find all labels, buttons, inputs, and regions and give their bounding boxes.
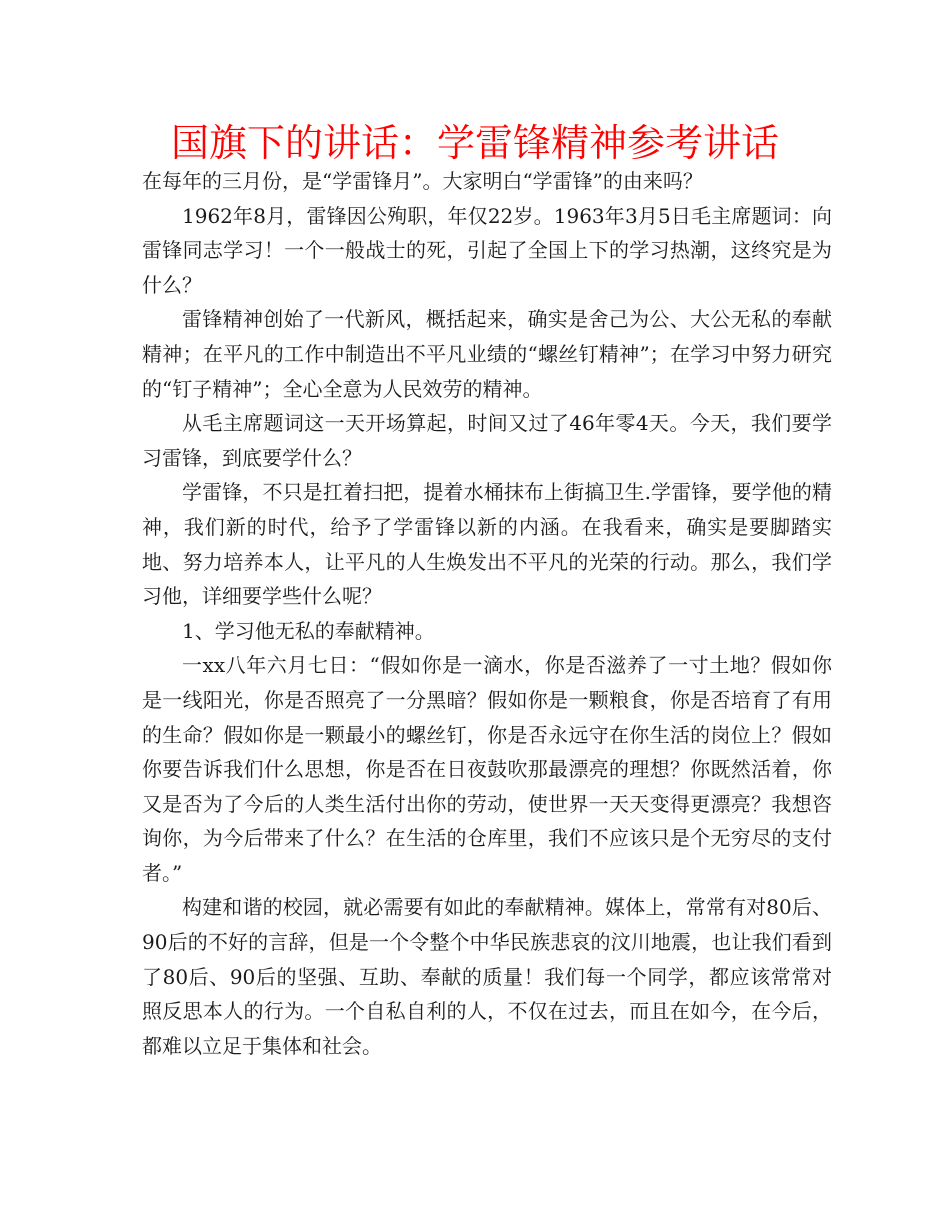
paragraph-quote: 一xx八年六月七日：“假如你是一滴水，你是否滋养了一寸土地？假如你是一线阳光，你是否照亮了一分黑暗？假如你是一颗粮食，你是否培育了有用的生命？假如你是一颗最小的螺丝钉，你是否永远守在你生活的岗位上？假如你要告诉我们什么思想，你是否在日夜鼓吹那最漂亮的理想？你既然活着，你又是否为了今后的人类生活付出你的劳动，使世界一天天变得更漂亮？我想咨询你，为今后带来了什么？在生活的仓库里，我们不应该只是个无穷尽的支付者。”: [142, 653, 832, 885]
paragraph-today: 从毛主席题词这一天开场算起，时间又过了46年零4天。今天，我们要学习雷锋，到底要学什么？: [142, 411, 832, 470]
paragraph-campus: 构建和谐的校园，就必需要有如此的奉献精神。媒体上，常常有对80后、90后的不好的言辞，但是一个令整个中华民族悲哀的汶川地震，也让我们看到了80后、90后的坚强、互助、奉献的质量！我们每一个同学，都应该常常对照反思本人的行为。一个自私自利的人，不仅在过去，而且在如今，在今后，都难以立足于集体和社会。: [142, 895, 832, 1058]
paragraph-spirit: 雷锋精神创始了一代新风，概括起来，确实是舍己为公、大公无私的奉献精神；在平凡的工作中制造出不平凡业绩的“螺丝钉精神”；在学习中努力研究的“钉子精神”；全心全意为人民效劳的精神。: [142, 307, 832, 401]
paragraph-history: 1962年8月，雷锋因公殉职，年仅22岁。1963年3月5日毛主席题词：向雷锋同志学习！一个一般战士的死，引起了全国上下的学习热潮，这终究是为什么？: [142, 203, 832, 297]
document-title: 国旗下的讲话：学雷锋精神参考讲话: [170, 121, 779, 165]
paragraph-intro: 在每年的三月份，是“学雷锋月”。大家明白“学雷锋”的由来吗？: [142, 169, 703, 193]
document-body: [142, 164, 832, 1063]
paragraph-point-one: 1、学习他无私的奉献精神。: [182, 618, 435, 643]
paragraph-meaning: 学雷锋，不只是扛着扫把，提着水桶抹布上街搞卫生.学雷锋，要学他的精神，我们新的时代，给予了学雷锋以新的内涵。在我看来，确实是要脚踏实地、努力培养本人，让平凡的人生焕发出不平凡的光荣的行动。那么，我们学习他，详细要学些什么呢？: [142, 480, 832, 609]
